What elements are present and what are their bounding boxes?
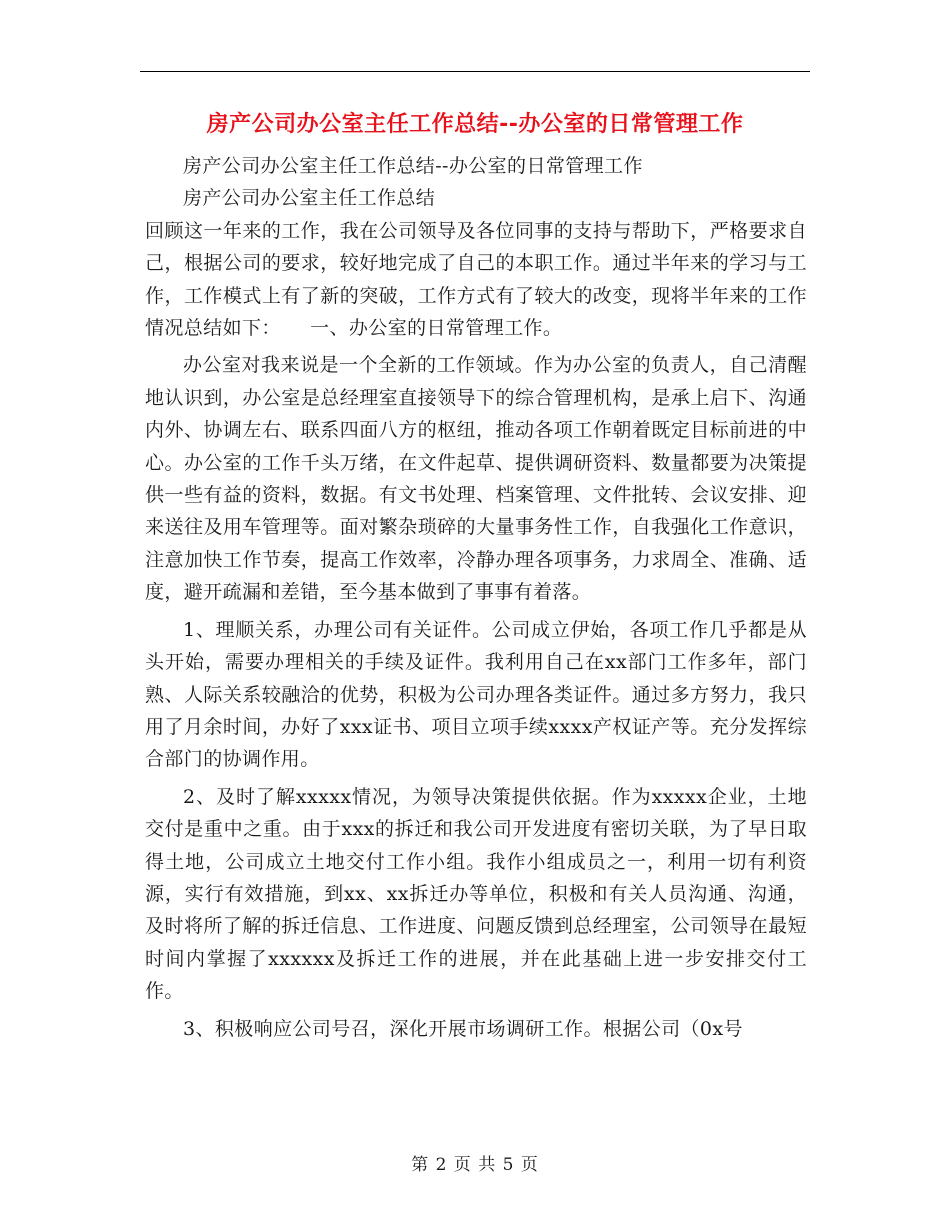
header-rule xyxy=(140,71,810,72)
subtitle-line: 房产公司办公室主任工作总结 xyxy=(183,187,436,210)
paragraph: 1、理顺关系，办理公司有关证件。公司成立伊始，各项工作几乎都是从头开始，需要办理相关的手续及证件。我利用自己在xx部门工作多年，部门熟、人际关系较融洽的优势，积极为公司办理各类证件。通过多方努力，我只用了月余时间，办好了xxx证书、项目立项手续xxxx产权证产等。充分发挥综合部门的协调作用。 xyxy=(145,618,807,771)
document-title: 房产公司办公室主任工作总结--办公室的日常管理工作 xyxy=(206,112,744,137)
document-body xyxy=(145,150,807,1045)
paragraph: 2、及时了解xxxxx情况，为领导决策提供依据。作为xxxxx企业，土地交付是重中之重。由于xxx的拆迁和我公司开发进度有密切关联，为了早日取得土地，公司成立土地交付工作小组。我作小组成员之一，利用一切有利资源，实行有效措施，到xx、xx拆迁办等单位，积极和有关人员沟通、沟通，及时将所了解的拆迁信息、工作进度、问题反馈到总经理室，公司领导在最短时间内掌握了xxxxxx及拆迁工作的进展，并在此基础上进一步安排交付工作。 xyxy=(145,785,807,1003)
page-number: 第 2 页 共 5 页 xyxy=(411,1155,539,1175)
subtitle-line: 房产公司办公室主任工作总结--办公室的日常管理工作 xyxy=(183,155,643,177)
paragraph: 3、积极响应公司号召，深化开展市场调研工作。根据公司（0x号 xyxy=(183,1017,743,1040)
paragraph: 回顾这一年来的工作，我在公司领导及各位同事的支持与帮助下，严格要求自己，根据公司的要求，较好地完成了自己的本职工作。通过半年来的学习与工作，工作模式上有了新的突破，工作方式有了较大的改变，现将半年来的工作情况总结如下： 一、办公室的日常管理工作。 xyxy=(145,219,807,340)
paragraph: 办公室对我来说是一个全新的工作领域。作为办公室的负责人，自己清醒地认识到，办公室是总经理室直接领导下的综合管理机构，是承上启下、沟通内外、协调左右、联系四面八方的枢纽，推动各项工作朝着既定目标前进的中心。办公室的工作千头万绪，在文件起草、提供调研资料、数量都要为决策提供一些有益的资料，数据。有文书处理、档案管理、文件批转、会议安排、迎来送往及用车管理等。面对繁杂琐碎的大量事务性工作，自我强化工作意识，注意加快工作节奏，提高工作效率，冷静办理各项事务，力求周全、准确、适度，避开疏漏和差错，至今基本做到了事事有着落。 xyxy=(145,354,807,604)
